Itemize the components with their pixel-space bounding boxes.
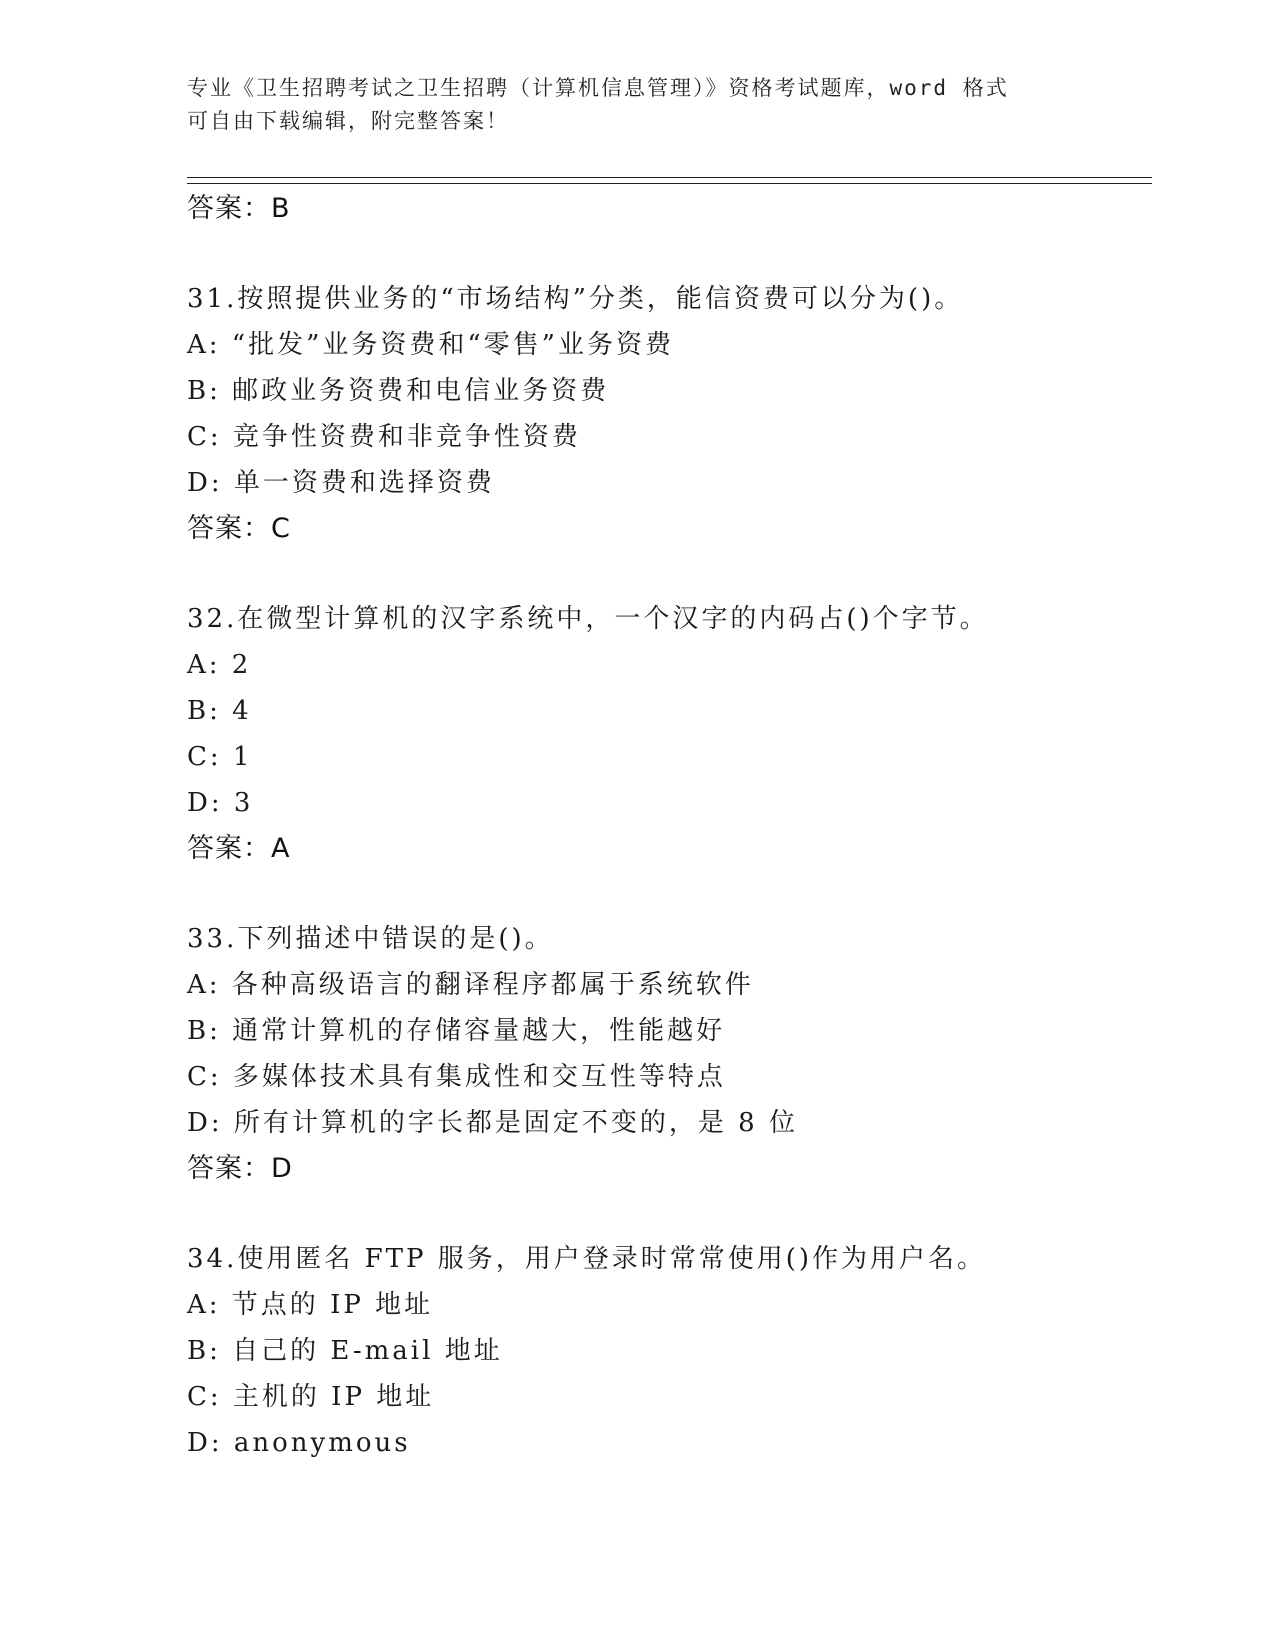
- option-a: A: 节点的 IP 地址: [187, 1290, 434, 1320]
- document-header: [187, 72, 1087, 138]
- answer-30: 答案：B: [187, 193, 291, 224]
- option-b: B: 4: [187, 696, 252, 726]
- option-a: A: 2: [187, 650, 252, 680]
- header-rule-top: [187, 177, 1152, 178]
- question-34: [187, 1236, 1147, 1466]
- option-b: B: 邮政业务资费和电信业务资费: [187, 376, 610, 406]
- question-32: [187, 596, 1147, 872]
- answer-31: 答案：C: [187, 513, 291, 544]
- option-c: C: 1: [187, 742, 253, 772]
- question-stem: 31.按照提供业务的“市场结构”分类，能信资费可以分为()。: [187, 284, 964, 314]
- document-content: [187, 186, 1147, 1466]
- option-c: C: 竞争性资费和非竞争性资费: [187, 422, 581, 452]
- answer-33: 答案：D: [187, 1153, 293, 1184]
- option-b: B: 自己的 E-mail 地址: [187, 1336, 503, 1366]
- option-d: D: 单一资费和选择资费: [187, 468, 495, 498]
- option-a: A: 各种高级语言的翻译程序都属于系统软件: [187, 970, 754, 1000]
- question-31: [187, 276, 1147, 552]
- answer-32: 答案：A: [187, 833, 291, 864]
- option-d: D: anonymous: [187, 1428, 411, 1458]
- option-b: B: 通常计算机的存储容量越大，性能越好: [187, 1016, 726, 1046]
- question-stem: 34.使用匿名 FTP 服务，用户登录时常常使用()作为用户名。: [187, 1244, 987, 1274]
- question-stem: 33.下列描述中错误的是()。: [187, 924, 554, 954]
- option-d: D: 所有计算机的字长都是固定不变的，是 8 位: [187, 1108, 798, 1138]
- header-rule-bottom: [187, 183, 1152, 184]
- option-a: A: “批发”业务资费和“零售”业务资费: [187, 330, 674, 360]
- question-33: [187, 916, 1147, 1192]
- question-stem: 32.在微型计算机的汉字系统中，一个汉字的内码占()个字节。: [187, 604, 989, 634]
- option-d: D: 3: [187, 788, 254, 818]
- header-line-1: 专业《卫生招聘考试之卫生招聘（计算机信息管理）》资格考试题库，word 格式: [187, 76, 1009, 100]
- option-c: C: 多媒体技术具有集成性和交互性等特点: [187, 1062, 726, 1092]
- header-line-2: 可自由下载编辑，附完整答案！: [187, 109, 509, 133]
- option-c: C: 主机的 IP 地址: [187, 1382, 435, 1412]
